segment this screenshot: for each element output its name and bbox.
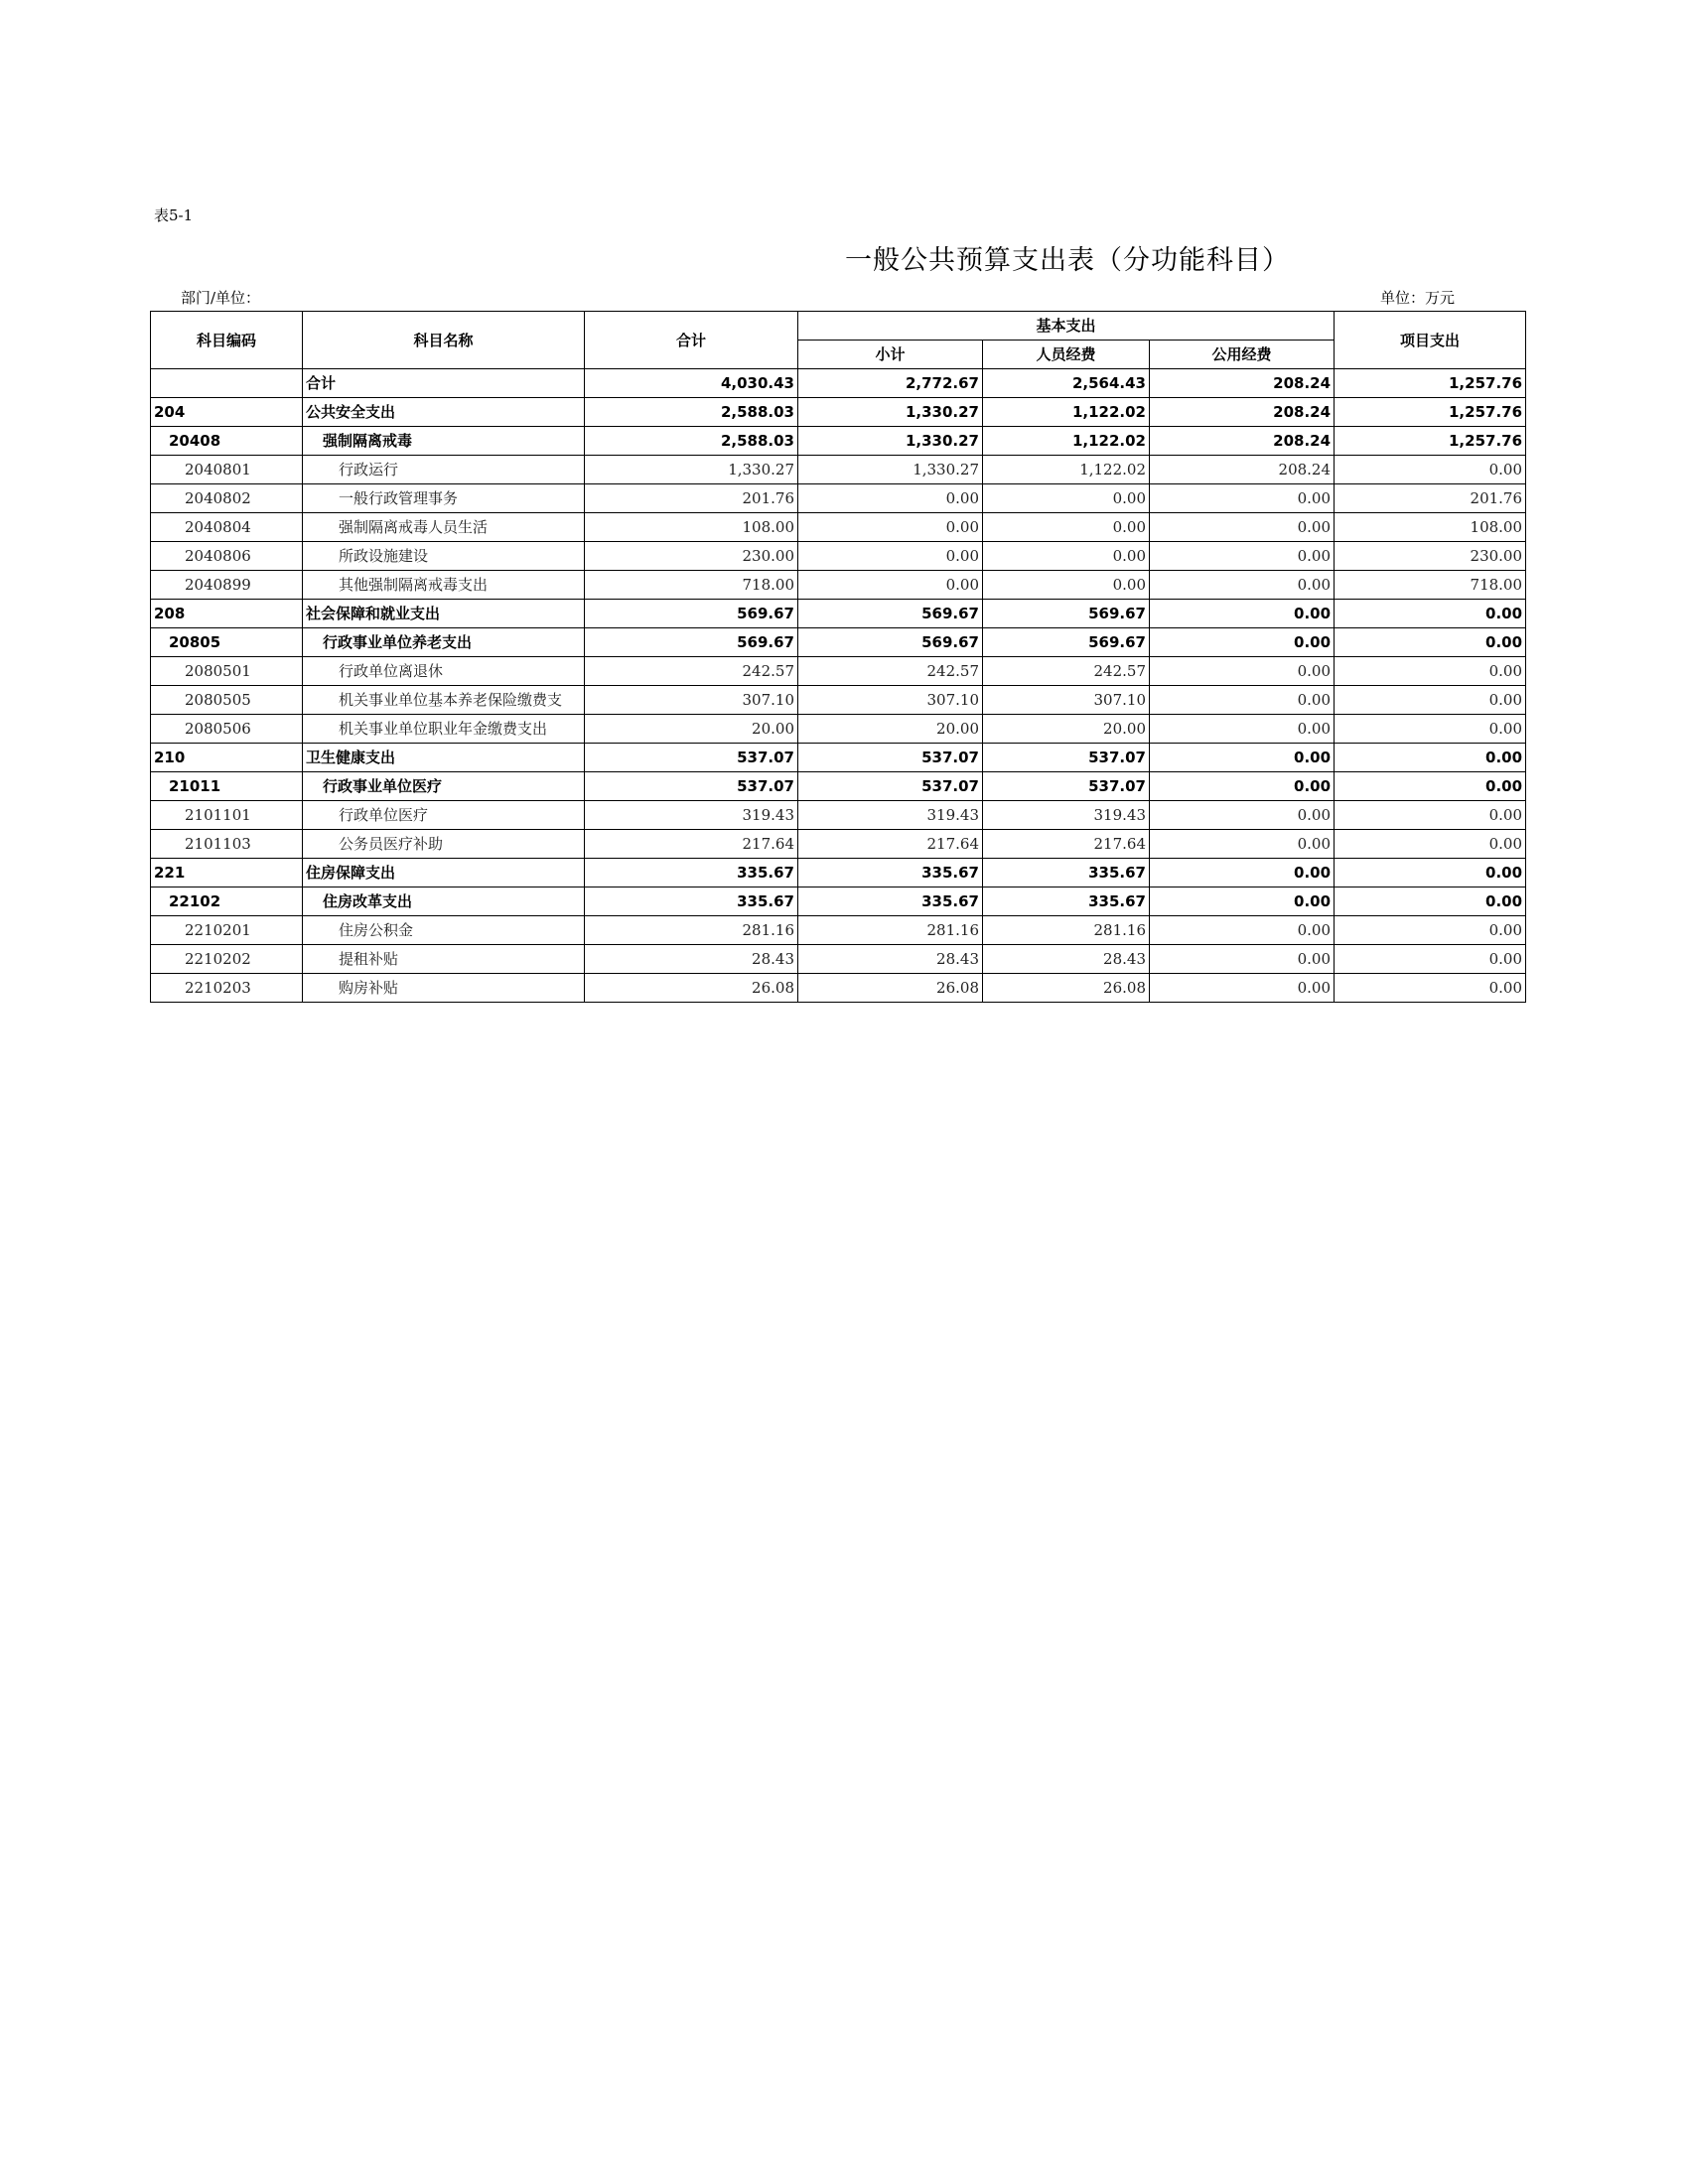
cell-personnel: 242.57 (983, 657, 1150, 686)
cell-code: 2101103 (151, 830, 303, 859)
budget-table (150, 311, 1526, 1003)
cell-subtotal: 281.16 (798, 916, 983, 945)
cell-name: 其他强制隔离戒毒支出 (303, 571, 585, 600)
cell-total: 537.07 (585, 744, 798, 772)
cell-code: 2040802 (151, 484, 303, 513)
cell-public: 0.00 (1150, 772, 1335, 801)
department-label: 部门/单位： (181, 289, 261, 307)
cell-code: 2080506 (151, 715, 303, 744)
cell-code: 20805 (151, 628, 303, 657)
cell-project: 0.00 (1335, 887, 1526, 916)
cell-personnel: 335.67 (983, 859, 1150, 887)
cell-code: 221 (151, 859, 303, 887)
cell-public: 0.00 (1150, 600, 1335, 628)
col-header-personnel: 人员经费 (983, 341, 1150, 369)
cell-code (151, 369, 303, 398)
table-row (151, 916, 1526, 945)
table-row (151, 715, 1526, 744)
cell-subtotal: 0.00 (798, 571, 983, 600)
cell-public: 208.24 (1150, 398, 1335, 427)
cell-project: 0.00 (1335, 456, 1526, 484)
cell-code: 2210203 (151, 974, 303, 1003)
cell-personnel: 335.67 (983, 887, 1150, 916)
cell-public: 0.00 (1150, 974, 1335, 1003)
cell-name: 强制隔离戒毒 (303, 427, 585, 456)
cell-subtotal: 0.00 (798, 542, 983, 571)
cell-project: 0.00 (1335, 859, 1526, 887)
cell-project: 0.00 (1335, 628, 1526, 657)
table-header (151, 312, 1526, 369)
cell-project: 0.00 (1335, 945, 1526, 974)
cell-subtotal: 26.08 (798, 974, 983, 1003)
table-row (151, 772, 1526, 801)
cell-code: 20408 (151, 427, 303, 456)
cell-project: 1,257.76 (1335, 398, 1526, 427)
col-header-code: 科目编码 (151, 312, 303, 369)
cell-personnel: 1,122.02 (983, 398, 1150, 427)
table-row (151, 945, 1526, 974)
col-header-name: 科目名称 (303, 312, 585, 369)
cell-personnel: 307.10 (983, 686, 1150, 715)
cell-personnel: 0.00 (983, 542, 1150, 571)
cell-personnel: 0.00 (983, 484, 1150, 513)
cell-total: 26.08 (585, 974, 798, 1003)
cell-name: 行政事业单位医疗 (303, 772, 585, 801)
table-row (151, 427, 1526, 456)
cell-subtotal: 0.00 (798, 513, 983, 542)
cell-name: 机关事业单位职业年金缴费支出 (303, 715, 585, 744)
table-row (151, 801, 1526, 830)
table-number: 表5-1 (154, 206, 194, 224)
cell-personnel: 1,122.02 (983, 456, 1150, 484)
cell-name: 住房公积金 (303, 916, 585, 945)
cell-total: 335.67 (585, 859, 798, 887)
cell-public: 0.00 (1150, 715, 1335, 744)
cell-total: 2,588.03 (585, 427, 798, 456)
cell-code: 21011 (151, 772, 303, 801)
cell-public: 208.24 (1150, 456, 1335, 484)
cell-public: 0.00 (1150, 657, 1335, 686)
cell-project: 0.00 (1335, 744, 1526, 772)
cell-personnel: 537.07 (983, 772, 1150, 801)
cell-personnel: 537.07 (983, 744, 1150, 772)
cell-project: 201.76 (1335, 484, 1526, 513)
cell-public: 208.24 (1150, 369, 1335, 398)
cell-project: 0.00 (1335, 686, 1526, 715)
cell-total: 28.43 (585, 945, 798, 974)
cell-public: 0.00 (1150, 513, 1335, 542)
cell-project: 230.00 (1335, 542, 1526, 571)
cell-public: 0.00 (1150, 628, 1335, 657)
cell-public: 0.00 (1150, 571, 1335, 600)
cell-name: 社会保障和就业支出 (303, 600, 585, 628)
table-row (151, 744, 1526, 772)
cell-code: 2101101 (151, 801, 303, 830)
cell-name: 一般行政管理事务 (303, 484, 585, 513)
col-header-basic-group: 基本支出 (798, 312, 1335, 341)
cell-personnel: 281.16 (983, 916, 1150, 945)
cell-project: 1,257.76 (1335, 427, 1526, 456)
cell-public: 0.00 (1150, 830, 1335, 859)
cell-total: 335.67 (585, 887, 798, 916)
cell-name: 行政运行 (303, 456, 585, 484)
table-row (151, 369, 1526, 398)
cell-subtotal: 307.10 (798, 686, 983, 715)
cell-personnel: 217.64 (983, 830, 1150, 859)
cell-subtotal: 569.67 (798, 628, 983, 657)
cell-name: 行政单位离退休 (303, 657, 585, 686)
cell-personnel: 2,564.43 (983, 369, 1150, 398)
table-row (151, 513, 1526, 542)
cell-public: 0.00 (1150, 542, 1335, 571)
cell-project: 0.00 (1335, 600, 1526, 628)
cell-personnel: 26.08 (983, 974, 1150, 1003)
cell-subtotal: 335.67 (798, 887, 983, 916)
cell-name: 公共安全支出 (303, 398, 585, 427)
cell-code: 208 (151, 600, 303, 628)
cell-public: 0.00 (1150, 945, 1335, 974)
cell-code: 2040804 (151, 513, 303, 542)
cell-project: 0.00 (1335, 801, 1526, 830)
table-row (151, 657, 1526, 686)
cell-project: 0.00 (1335, 830, 1526, 859)
table-row (151, 542, 1526, 571)
cell-project: 0.00 (1335, 715, 1526, 744)
cell-name: 住房保障支出 (303, 859, 585, 887)
cell-public: 208.24 (1150, 427, 1335, 456)
cell-code: 2080505 (151, 686, 303, 715)
cell-project: 0.00 (1335, 657, 1526, 686)
cell-name: 行政单位医疗 (303, 801, 585, 830)
cell-code: 210 (151, 744, 303, 772)
cell-total: 108.00 (585, 513, 798, 542)
col-header-project: 项目支出 (1335, 312, 1526, 369)
cell-total: 281.16 (585, 916, 798, 945)
cell-total: 242.57 (585, 657, 798, 686)
cell-personnel: 1,122.02 (983, 427, 1150, 456)
cell-personnel: 319.43 (983, 801, 1150, 830)
cell-subtotal: 1,330.27 (798, 398, 983, 427)
table-body (151, 369, 1526, 1003)
table-row (151, 398, 1526, 427)
cell-name: 购房补贴 (303, 974, 585, 1003)
cell-code: 2040801 (151, 456, 303, 484)
table-row (151, 484, 1526, 513)
cell-subtotal: 335.67 (798, 859, 983, 887)
cell-personnel: 0.00 (983, 513, 1150, 542)
col-header-public: 公用经费 (1150, 341, 1335, 369)
cell-total: 718.00 (585, 571, 798, 600)
table-row (151, 456, 1526, 484)
cell-name: 所政设施建设 (303, 542, 585, 571)
cell-total: 569.67 (585, 600, 798, 628)
table-row (151, 974, 1526, 1003)
cell-personnel: 569.67 (983, 628, 1150, 657)
cell-name: 住房改革支出 (303, 887, 585, 916)
cell-subtotal: 1,330.27 (798, 456, 983, 484)
cell-project: 718.00 (1335, 571, 1526, 600)
cell-subtotal: 537.07 (798, 772, 983, 801)
col-header-subtotal: 小计 (798, 341, 983, 369)
unit-label: 单位：万元 (1380, 289, 1456, 307)
cell-subtotal: 1,330.27 (798, 427, 983, 456)
cell-subtotal: 28.43 (798, 945, 983, 974)
cell-public: 0.00 (1150, 859, 1335, 887)
cell-total: 307.10 (585, 686, 798, 715)
cell-subtotal: 319.43 (798, 801, 983, 830)
cell-name: 合计 (303, 369, 585, 398)
cell-personnel: 28.43 (983, 945, 1150, 974)
cell-total: 217.64 (585, 830, 798, 859)
cell-project: 0.00 (1335, 772, 1526, 801)
cell-public: 0.00 (1150, 916, 1335, 945)
cell-personnel: 20.00 (983, 715, 1150, 744)
cell-subtotal: 0.00 (798, 484, 983, 513)
col-header-total: 合计 (585, 312, 798, 369)
cell-code: 2210202 (151, 945, 303, 974)
table-row (151, 859, 1526, 887)
cell-total: 2,588.03 (585, 398, 798, 427)
cell-total: 1,330.27 (585, 456, 798, 484)
cell-subtotal: 217.64 (798, 830, 983, 859)
cell-name: 提租补贴 (303, 945, 585, 974)
cell-public: 0.00 (1150, 484, 1335, 513)
cell-total: 569.67 (585, 628, 798, 657)
cell-project: 0.00 (1335, 974, 1526, 1003)
cell-public: 0.00 (1150, 801, 1335, 830)
cell-name: 公务员医疗补助 (303, 830, 585, 859)
cell-total: 20.00 (585, 715, 798, 744)
cell-total: 230.00 (585, 542, 798, 571)
cell-public: 0.00 (1150, 744, 1335, 772)
cell-code: 2040899 (151, 571, 303, 600)
table-row (151, 830, 1526, 859)
cell-code: 2040806 (151, 542, 303, 571)
cell-name: 行政事业单位养老支出 (303, 628, 585, 657)
cell-subtotal: 2,772.67 (798, 369, 983, 398)
cell-total: 201.76 (585, 484, 798, 513)
cell-project: 108.00 (1335, 513, 1526, 542)
table-row (151, 887, 1526, 916)
cell-name: 机关事业单位基本养老保险缴费支 (303, 686, 585, 715)
cell-personnel: 569.67 (983, 600, 1150, 628)
cell-public: 0.00 (1150, 887, 1335, 916)
cell-name: 卫生健康支出 (303, 744, 585, 772)
cell-code: 2210201 (151, 916, 303, 945)
cell-subtotal: 20.00 (798, 715, 983, 744)
page-title: 一般公共预算支出表（分功能科目） (845, 245, 1290, 276)
cell-personnel: 0.00 (983, 571, 1150, 600)
cell-name: 强制隔离戒毒人员生活 (303, 513, 585, 542)
cell-project: 0.00 (1335, 916, 1526, 945)
cell-code: 22102 (151, 887, 303, 916)
table-row (151, 686, 1526, 715)
cell-project: 1,257.76 (1335, 369, 1526, 398)
cell-public: 0.00 (1150, 686, 1335, 715)
table-row (151, 628, 1526, 657)
cell-subtotal: 569.67 (798, 600, 983, 628)
cell-subtotal: 537.07 (798, 744, 983, 772)
cell-total: 319.43 (585, 801, 798, 830)
table-row (151, 571, 1526, 600)
cell-subtotal: 242.57 (798, 657, 983, 686)
cell-total: 4,030.43 (585, 369, 798, 398)
table-row (151, 600, 1526, 628)
cell-code: 204 (151, 398, 303, 427)
cell-code: 2080501 (151, 657, 303, 686)
cell-total: 537.07 (585, 772, 798, 801)
